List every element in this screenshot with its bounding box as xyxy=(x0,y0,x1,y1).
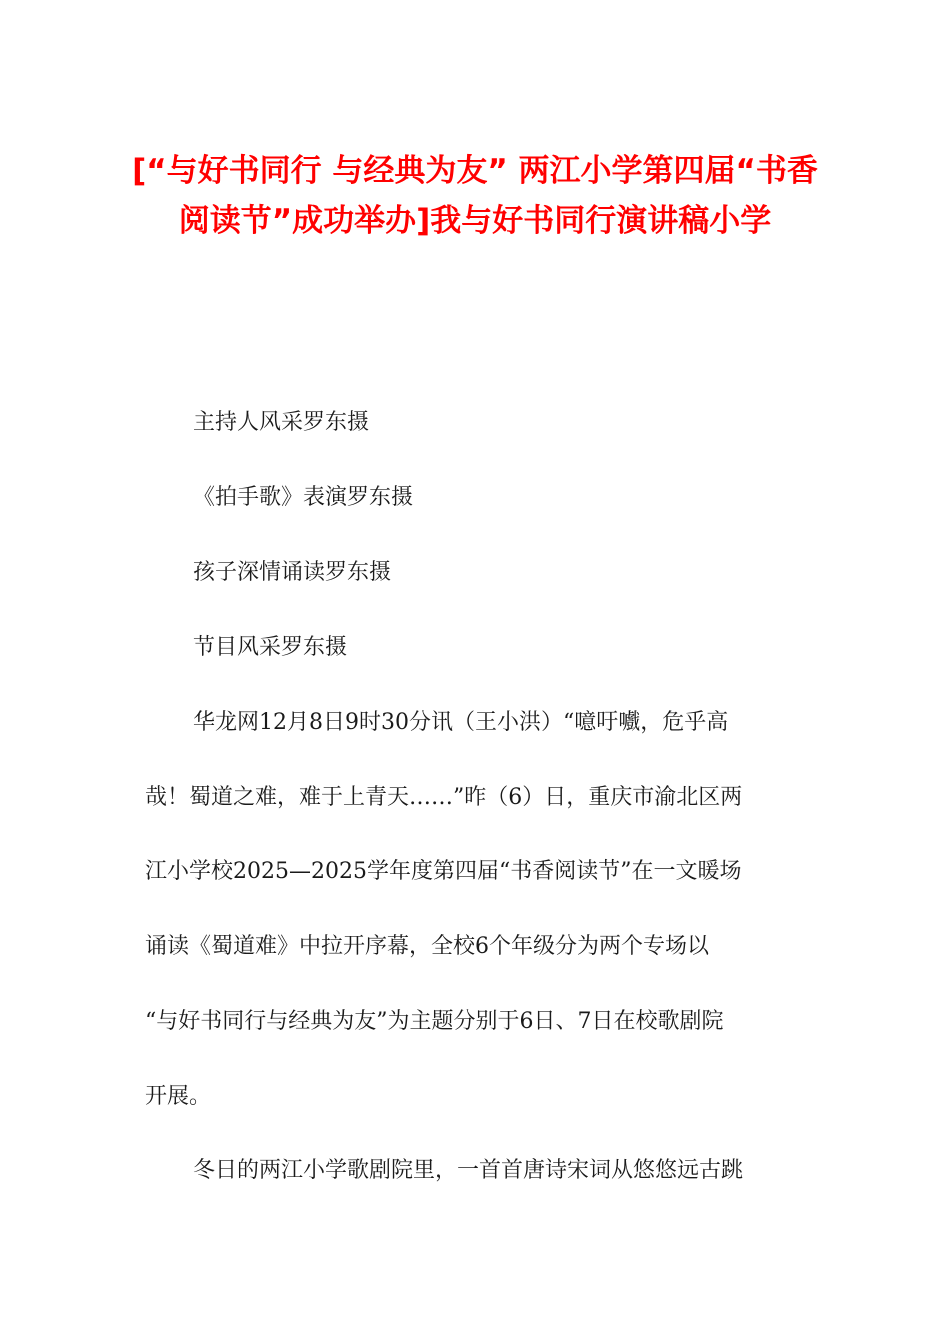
paragraph-line: 哉！蜀道之难，难于上青天……”昨（6）日，重庆市渝北区两 xyxy=(145,785,743,810)
photo-caption: 孩子深情诵读罗东摄 xyxy=(193,560,392,585)
paragraph-line: 诵读《蜀道难》中拉开序幕，全校6个年级分为两个专场以 xyxy=(145,934,709,959)
photo-caption: 主持人风采罗东摄 xyxy=(193,410,370,435)
paragraph-line: 开展。 xyxy=(145,1084,212,1109)
photo-caption: 节目风采罗东摄 xyxy=(193,635,348,660)
paragraph-line: 江小学校2025—2025学年度第四届“书香阅读节”在一文暖场 xyxy=(145,859,742,884)
paragraph-line: 冬日的两江小学歌剧院里，一首首唐诗宋词从悠悠远古跳 xyxy=(193,1158,744,1183)
paragraph-line: “与好书同行与经典为友”为主题分别于6日、7日在校歌剧院 xyxy=(145,1009,724,1034)
photo-caption: 《拍手歌》表演罗东摄 xyxy=(193,485,414,510)
paragraph-line: 华龙网12月8日9时30分讯（王小洪）“噫吁嚱，危乎高 xyxy=(193,710,729,735)
document-title: [“与好书同行 与经典为友” 两江小学第四届“书香阅读节”成功举办]我与好书同行演讲稿小学 xyxy=(132,153,818,239)
